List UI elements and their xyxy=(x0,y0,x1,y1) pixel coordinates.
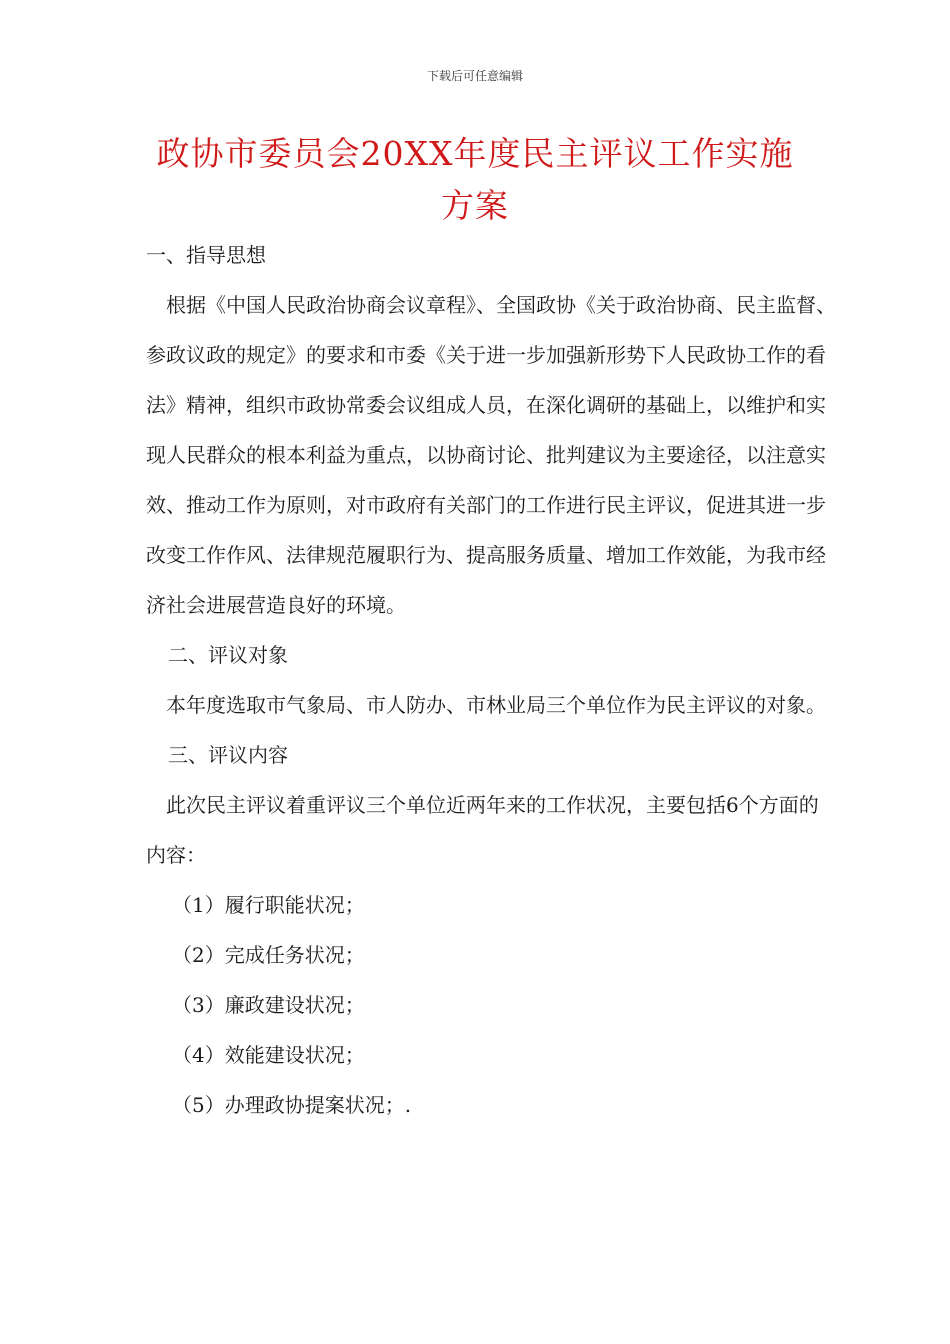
list-item: （2）完成任务状况； xyxy=(172,943,365,967)
list-item: （4）效能建设状况； xyxy=(172,1043,365,1067)
list-item: （1）履行职能状况； xyxy=(172,893,365,917)
section-3-body: 此次民主评议着重评议三个单位近两年来的工作状况，主要包括6个方面的内容： xyxy=(146,793,819,867)
header-note: 下载后可任意编辑 xyxy=(426,69,523,83)
list-item: （5）办理政协提案状况；. xyxy=(172,1093,412,1117)
section-1-body: 根据《中国人民政治协商会议章程》、全国政协《关于政治协商、民主监督、参政议政的规定》的要求和市委《关于进一步加强新形势下人民政协工作的看法》精神，组织市政协常委会议组成人员，在深化调研的基础上，以维护和实现人民群众的根本利益为重点，以协商讨论、批判建议为主要途径，以注意实效、推动工作为原则，对市政府有关部门的工作进行民主评议，促进其进一步改变工作作风、法律规范履职行为、提高服务质量、增加工作效能，为我市经济社会进展营造良好的环境。 xyxy=(146,293,836,617)
section-3-heading: 三、评议内容 xyxy=(168,743,288,767)
section-1-heading: 一、指导思想 xyxy=(146,243,266,267)
section-2-body: 本年度选取市气象局、市人防办、市林业局三个单位作为民主评议的对象。 xyxy=(166,693,826,717)
document-body xyxy=(146,230,836,1130)
section-2-heading: 二、评议对象 xyxy=(168,643,288,667)
list-item: （3）廉政建设状况； xyxy=(172,993,365,1017)
document-title: 政协市委员会20XX年度民主评议工作实施方案 xyxy=(156,134,794,225)
